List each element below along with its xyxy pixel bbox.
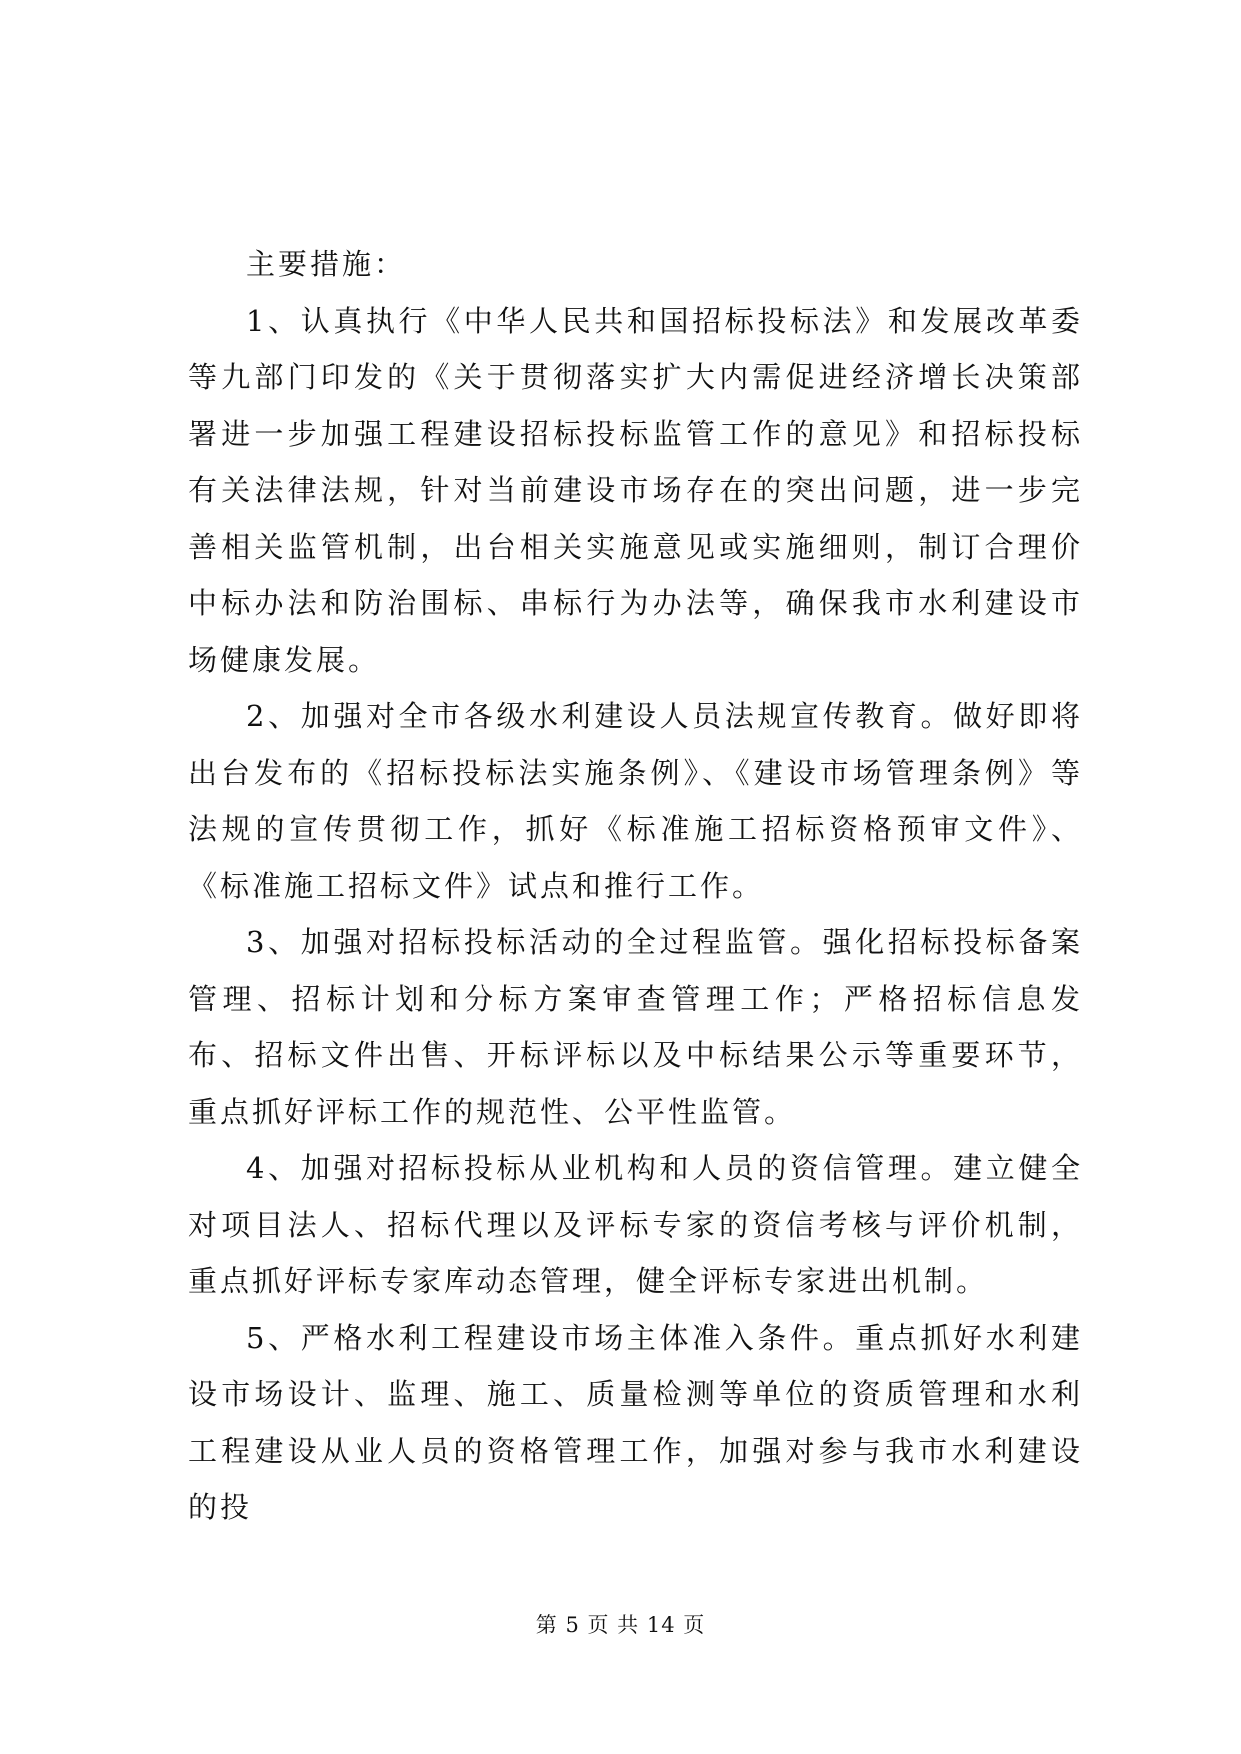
page-footer: 第 5 页 共 14 页 bbox=[535, 1613, 706, 1637]
paragraph-measure-1: 1、认真执行《中华人民共和国招标投标法》和发展改革委等九部门印发的《关于贯彻落实扩大内需促进经济增长决策部署进一步加强工程建设招标投标监管工作的意见》和招标投标有关法律法规，针对当前建设市场存在的突出问题，进一步完善相关监管机制，出台相关实施意见或实施细则，制订合理价中标办法和防治围标、串标行为办法等，确保我市水利建设市场健康发展。 bbox=[188, 303, 1083, 677]
paragraph-measure-4: 4、加强对招标投标从业机构和人员的资信管理。建立健全对项目法人、招标代理以及评标专家的资信考核与评价机制，重点抓好评标专家库动态管理，健全评标专家进出机制。 bbox=[188, 1151, 1083, 1298]
paragraph-measure-5: 5、严格水利工程建设市场主体准入条件。重点抓好水利建设市场设计、监理、施工、质量检测等单位的资质管理和水利工程建设从业人员的资格管理工作，加强对参与我市水利建设的投 bbox=[188, 1320, 1083, 1524]
document-body bbox=[188, 236, 1083, 1536]
paragraph-measure-3: 3、加强对招标投标活动的全过程监管。强化招标投标备案管理、招标计划和分标方案审查管理工作；严格招标信息发布、招标文件出售、开标评标以及中标结果公示等重要环节，重点抓好评标工作的规范性、公平性监管。 bbox=[188, 925, 1083, 1129]
section-heading: 主要措施： bbox=[246, 247, 407, 281]
paragraph-measure-2: 2、加强对全市各级水利建设人员法规宣传教育。做好即将出台发布的《招标投标法实施条例》、《建设市场管理条例》等法规的宣传贯彻工作，抓好《标准施工招标资格预审文件》、《标准施工招标文件》试点和推行工作。 bbox=[188, 699, 1083, 903]
